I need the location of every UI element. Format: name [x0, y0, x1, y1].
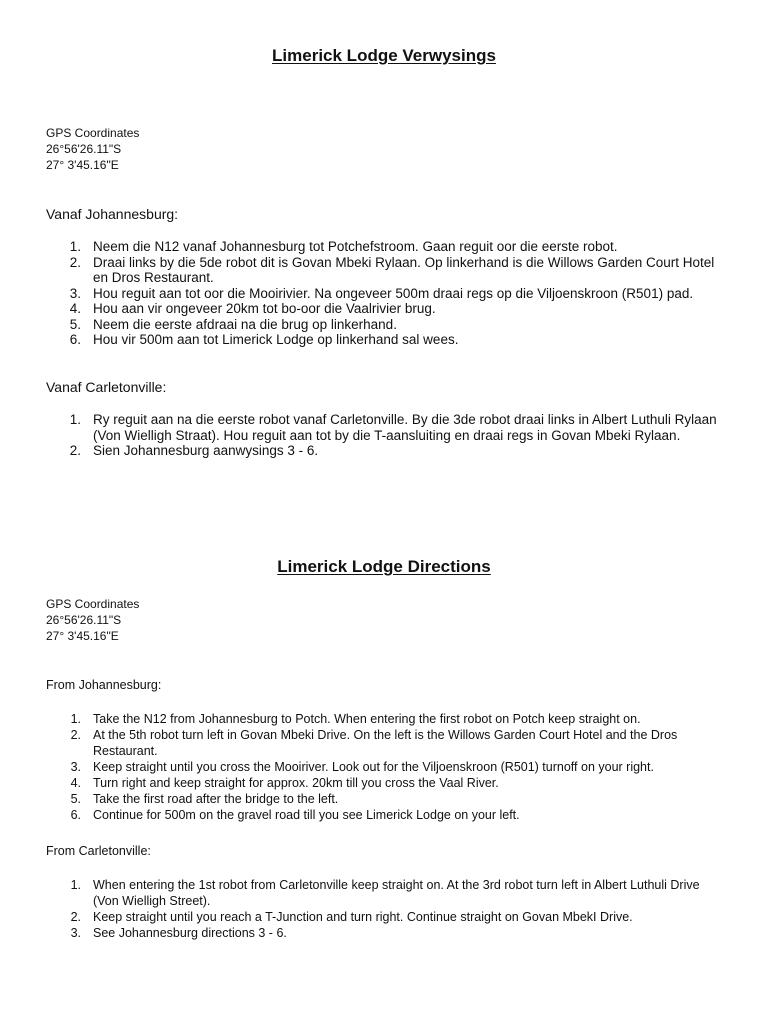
list-item	[46, 301, 726, 317]
step-text: Draai links by die 5de robot dit is Govan Mbeki Rylaan. Op linkerhand is die Willows Garden Court Hotel en Dros Restaurant.	[93, 254, 715, 285]
step-text: Hou vir 500m aan tot Limerick Lodge op linkerhand sal wees.	[93, 332, 459, 347]
gps-latitude: 26°56'26.11"S	[46, 142, 122, 156]
step-number: 3.	[69, 285, 81, 301]
list-item	[46, 317, 726, 333]
gps-longitude: 27° 3'45.16"E	[46, 629, 119, 643]
step-text: At the 5th robot turn left in Govan Mbeki Drive. On the left is the Willows Garden Court Hotel and the Dros Restaurant.	[93, 728, 678, 758]
step-text: Take the first road after the bridge to the left.	[93, 792, 339, 806]
list-item	[46, 332, 726, 348]
gps-label: GPS Coordinates	[46, 597, 140, 611]
list-item	[46, 412, 726, 443]
step-number: 1.	[70, 878, 81, 892]
list-item	[46, 791, 726, 807]
afrikaans-carletonville-heading: Vanaf Carletonville:	[46, 379, 167, 395]
step-number: 6.	[70, 808, 81, 822]
step-number: 2.	[70, 910, 81, 924]
step-number: 4.	[69, 301, 81, 316]
english-carletonville-heading: From Carletonville:	[46, 844, 151, 858]
step-number: 2.	[70, 728, 81, 742]
list-item	[46, 711, 726, 727]
english-gps-block	[46, 596, 139, 644]
list-item	[46, 877, 726, 909]
list-item	[46, 909, 726, 925]
step-number: 6.	[69, 332, 81, 347]
step-text: Neem die eerste afdraai na die brug op linkerhand.	[93, 316, 397, 332]
list-item	[46, 807, 726, 823]
step-number: 3.	[70, 760, 81, 774]
list-item	[46, 775, 726, 791]
step-number: 2.	[69, 443, 81, 458]
step-text: Ry reguit aan na die eerste robot vanaf Carletonville. By die 3de robot draai links in Albert Luthuli Rylaan (Von Wielligh Straat). Hou reguit aan tot by die T-aansluiting en draai regs in Govan Mbeki Rylaan.	[93, 412, 717, 443]
english-carletonville-steps	[46, 877, 726, 941]
step-number: 5.	[69, 316, 81, 332]
gps-longitude: 27° 3'45.16"E	[46, 158, 119, 172]
afrikaans-title: Limerick Lodge Verwysings	[272, 46, 496, 65]
english-johannesburg-steps	[46, 711, 726, 823]
step-text: Hou aan vir ongeveer 20km tot bo-oor die Vaalrivier brug.	[93, 301, 436, 316]
afrikaans-johannesburg-steps	[46, 239, 726, 348]
step-number: 4.	[70, 776, 81, 790]
list-item	[46, 759, 726, 775]
step-number: 3.	[70, 926, 81, 940]
english-title: Limerick Lodge Directions	[277, 557, 491, 576]
step-number: 2.	[69, 254, 81, 270]
step-text: When entering the 1st robot from Carletonville keep straight on. At the 3rd robot turn left in Albert Luthuli Drive (Von Wielligh Street).	[93, 878, 700, 908]
afrikaans-gps-block	[46, 125, 139, 173]
english-johannesburg-heading: From Johannesburg:	[46, 678, 162, 692]
list-item	[46, 255, 726, 286]
step-text: Take the N12 from Johannesburg to Potch. When entering the first robot on Potch keep straight on.	[93, 712, 641, 726]
step-number: 5.	[70, 792, 81, 806]
list-item	[46, 727, 726, 759]
afrikaans-johannesburg-heading: Vanaf Johannesburg:	[46, 206, 179, 222]
step-number: 1.	[70, 712, 81, 726]
step-text: Hou reguit aan tot oor die Mooirivier. Na ongeveer 500m draai regs op die Viljoenskroon (R501) pad.	[93, 285, 694, 301]
step-text: See Johannesburg directions 3 - 6.	[93, 926, 287, 940]
step-text: Continue for 500m on the gravel road till you see Limerick Lodge on your left.	[93, 808, 520, 822]
step-text: Sien Johannesburg aanwysings 3 - 6.	[93, 443, 319, 458]
afrikaans-carletonville-steps	[46, 412, 726, 459]
list-item	[46, 925, 726, 941]
step-text: Keep straight until you cross the Mooiriver. Look out for the Viljoenskroon (R501) turnoff on your right.	[93, 760, 654, 774]
step-text: Neem die N12 vanaf Johannesburg tot Potchefstroom. Gaan reguit oor die eerste robot.	[93, 239, 618, 254]
list-item	[46, 286, 726, 302]
gps-latitude: 26°56'26.11"S	[46, 613, 122, 627]
step-text: Turn right and keep straight for approx. 20km till you cross the Vaal River.	[93, 776, 499, 790]
list-item	[46, 443, 726, 459]
gps-label: GPS Coordinates	[46, 126, 140, 140]
step-number: 1.	[69, 412, 81, 427]
step-text: Keep straight until you reach a T-Junction and turn right. Continue straight on Govan MbekI Drive.	[93, 910, 633, 924]
list-item	[46, 239, 726, 255]
step-number: 1.	[69, 239, 81, 254]
